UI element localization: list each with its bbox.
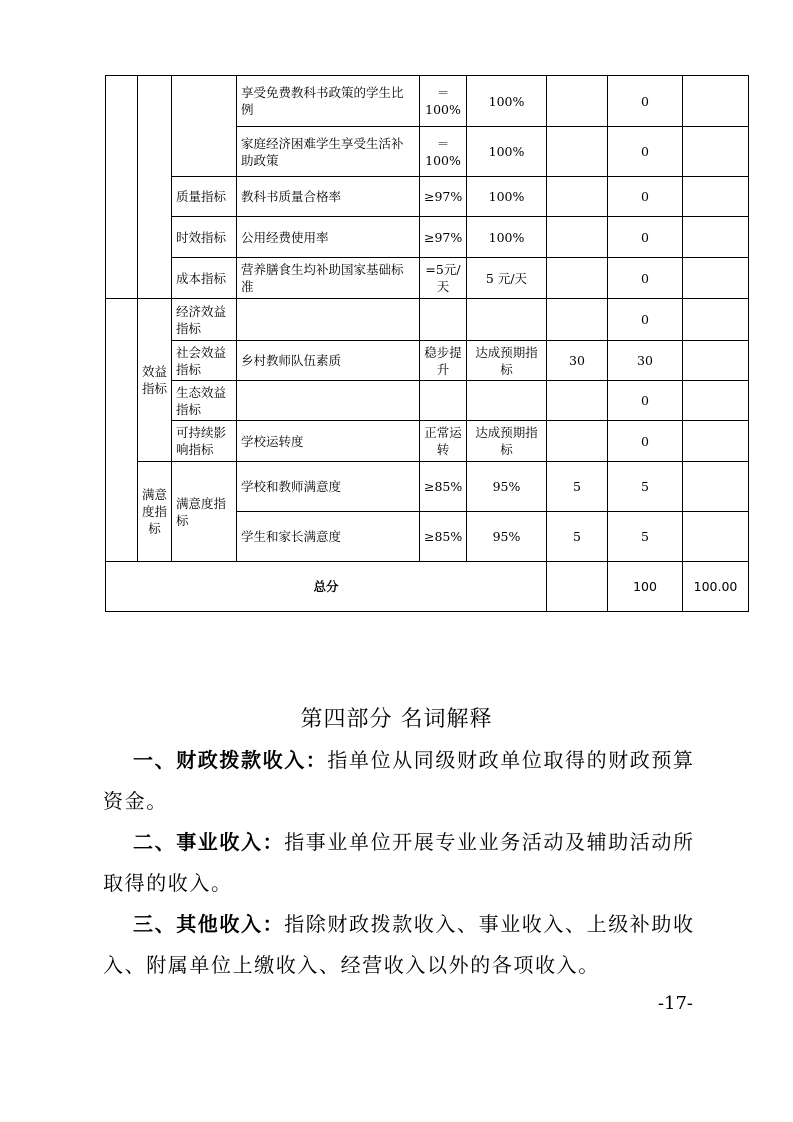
glossary-continuation: 资金。 (103, 789, 168, 813)
remark-cell (683, 421, 749, 462)
target-value: 稳步提升 (420, 341, 467, 381)
sub-indicator: 成本指标 (172, 258, 237, 299)
score-value: 0 (608, 421, 683, 462)
section-title: 第四部分 名词解释 (300, 707, 493, 732)
glossary-term: 一、财政拨款收入： (133, 748, 328, 772)
weight-value: 5 (547, 462, 608, 512)
score-value: 30 (608, 341, 683, 381)
remark-cell (683, 76, 749, 127)
table-row (106, 299, 749, 341)
table-row (106, 462, 749, 512)
indicator-name: 乡村教师队伍素质 (237, 341, 420, 381)
actual-value: 100% (467, 127, 547, 177)
weight-value: 30 (547, 341, 608, 381)
actual-value: 100% (467, 217, 547, 258)
weight-value (547, 299, 608, 341)
table-row (106, 258, 749, 299)
target-value: ≥97% (420, 177, 467, 217)
score-value: 0 (608, 76, 683, 127)
group-cell (138, 76, 172, 299)
glossary (103, 740, 703, 986)
total-label: 总分 (106, 562, 547, 612)
actual-value (467, 299, 547, 341)
indicator-name: 公用经费使用率 (237, 217, 420, 258)
sub-indicator: 时效指标 (172, 217, 237, 258)
weight-value (547, 76, 608, 127)
table-row (106, 421, 749, 462)
target-value: ＝100% (420, 76, 467, 127)
page-number: -17- (657, 993, 693, 1014)
actual-value (467, 381, 547, 421)
indicator-name: 学校运转度 (237, 421, 420, 462)
weight-value (547, 177, 608, 217)
score-value: 0 (608, 258, 683, 299)
indicator-name: 享受免费教科书政策的学生比例 (237, 76, 420, 127)
score-value: 0 (608, 381, 683, 421)
glossary-continuation: 入、附属单位上缴收入、经营收入以外的各项收入。 (103, 953, 600, 977)
sub-indicator: 可持续影响指标 (172, 421, 237, 462)
category-cell (106, 76, 138, 299)
actual-value: 95% (467, 512, 547, 562)
remark-cell (683, 512, 749, 562)
indicator-name (237, 381, 420, 421)
group-label: 满意度指标 (138, 462, 172, 562)
actual-value: 5 元/天 (467, 258, 547, 299)
remark-cell (683, 341, 749, 381)
actual-value: 100% (467, 177, 547, 217)
sub-indicator: 经济效益指标 (172, 299, 237, 341)
sub-indicator: 满意度指标 (172, 462, 237, 562)
actual-value: 达成预期指标 (467, 341, 547, 381)
score-value: 5 (608, 512, 683, 562)
weight-value (547, 381, 608, 421)
weight-value: 5 (547, 512, 608, 562)
group-label: 效益指标 (138, 299, 172, 462)
remark-cell (683, 381, 749, 421)
actual-value: 达成预期指标 (467, 421, 547, 462)
indicator-name: 学校和教师满意度 (237, 462, 420, 512)
total-weight: 100 (608, 562, 683, 612)
total-score: 100.00 (683, 562, 749, 612)
score-value: 0 (608, 299, 683, 341)
total-blank (547, 562, 608, 612)
target-value: 正常运转 (420, 421, 467, 462)
target-value: ≥97% (420, 217, 467, 258)
indicator-name: 营养膳食生均补助国家基础标准 (237, 258, 420, 299)
sub-indicator: 质量指标 (172, 177, 237, 217)
glossary-term: 二、事业收入： (133, 830, 285, 854)
glossary-definition: 指事业单位开展专业业务活动及辅助活动所 (284, 830, 695, 854)
glossary-item (133, 904, 703, 945)
glossary-item (133, 822, 703, 863)
remark-cell (683, 177, 749, 217)
remark-cell (683, 299, 749, 341)
score-value: 5 (608, 462, 683, 512)
weight-value (547, 258, 608, 299)
remark-cell (683, 462, 749, 512)
weight-value (547, 217, 608, 258)
remark-cell (683, 127, 749, 177)
weight-value (547, 421, 608, 462)
category-cell (106, 299, 138, 562)
sub-indicator: 生态效益指标 (172, 381, 237, 421)
table-row (106, 381, 749, 421)
table-row (106, 217, 749, 258)
sub-cell (172, 76, 237, 177)
target-value: ≥85% (420, 512, 467, 562)
glossary-definition: 指除财政拨款收入、事业收入、上级补助收 (284, 912, 695, 936)
target-value (420, 381, 467, 421)
performance-indicator-table (105, 75, 749, 612)
target-value: ＝100% (420, 127, 467, 177)
sub-indicator: 社会效益指标 (172, 341, 237, 381)
table-row (106, 76, 749, 127)
target-value: ≥85% (420, 462, 467, 512)
indicator-name: 家庭经济困难学生享受生活补助政策 (237, 127, 420, 177)
score-value: 0 (608, 217, 683, 258)
remark-cell (683, 217, 749, 258)
indicator-name (237, 299, 420, 341)
glossary-item (133, 740, 703, 781)
score-value: 0 (608, 127, 683, 177)
total-row (106, 562, 749, 612)
target-value (420, 299, 467, 341)
weight-value (547, 127, 608, 177)
actual-value: 100% (467, 76, 547, 127)
indicator-name: 教科书质量合格率 (237, 177, 420, 217)
table-row (106, 177, 749, 217)
score-value: 0 (608, 177, 683, 217)
remark-cell (683, 258, 749, 299)
target-value: =5元/天 (420, 258, 467, 299)
indicator-name: 学生和家长满意度 (237, 512, 420, 562)
actual-value: 95% (467, 462, 547, 512)
glossary-continuation: 取得的收入。 (103, 871, 233, 895)
glossary-term: 三、其他收入： (133, 912, 285, 936)
glossary-definition: 指单位从同级财政单位取得的财政预算 (327, 748, 695, 772)
table-row (106, 341, 749, 381)
